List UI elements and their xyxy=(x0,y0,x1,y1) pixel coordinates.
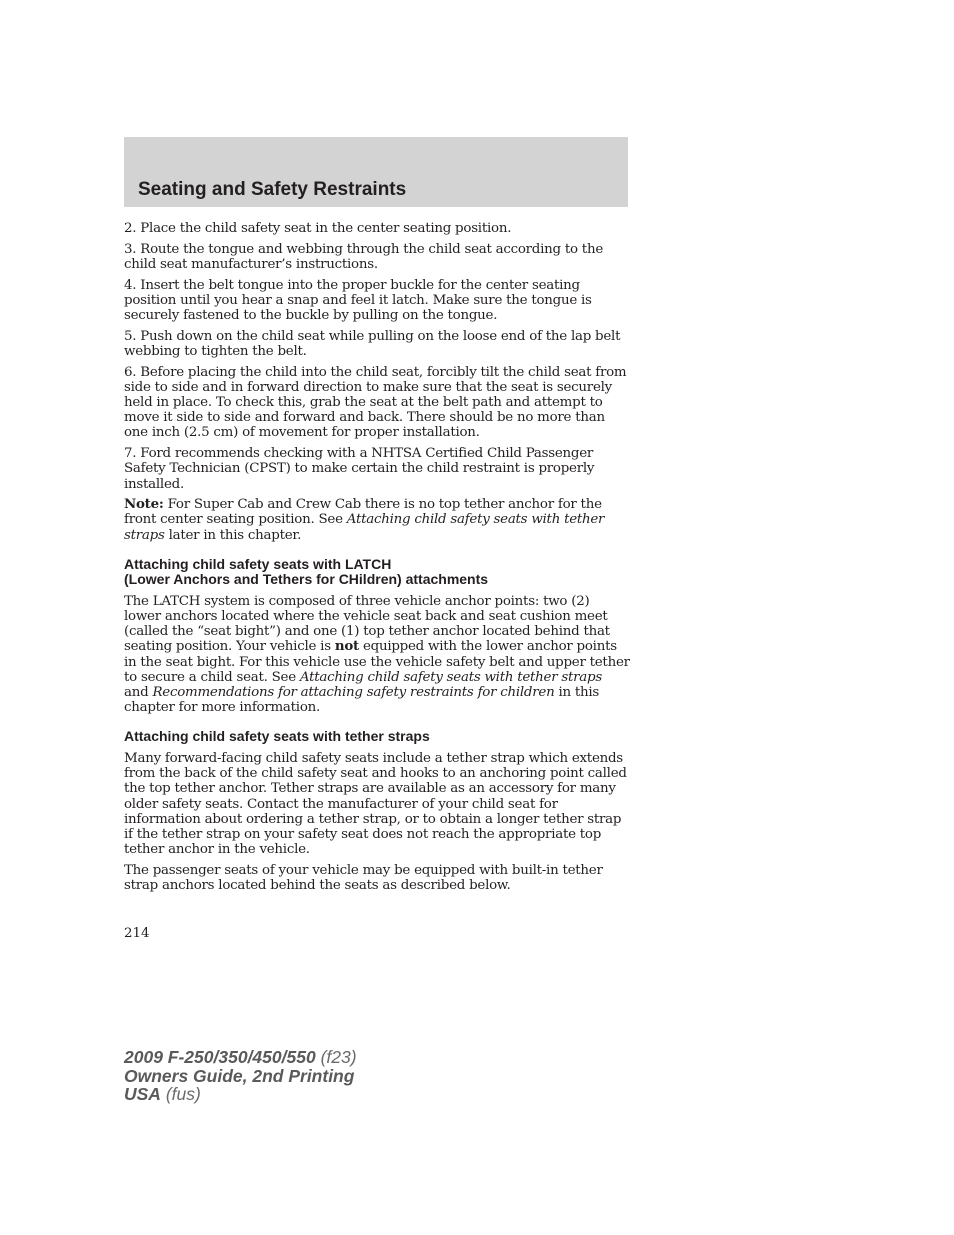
latch-tail: in this chapter for more information. xyxy=(124,685,600,716)
latch-cross-reference-1: Attaching child safety seats with tether straps xyxy=(299,669,602,685)
step-2: 2. Place the child safety seat in the center seating position. xyxy=(124,221,512,236)
note-text: For Super Cab and Crew Cab there is no top tether anchor for the front center seating position. See xyxy=(124,497,602,528)
latch-paragraph xyxy=(124,594,630,716)
step-7: 7. Ford recommends checking with a NHTSA Certified Child Passenger Safety Technician (CPST) to make certain the child restraint is properly installed. xyxy=(124,446,595,492)
page-content xyxy=(124,221,630,899)
latch-bold-not: not xyxy=(334,638,359,655)
footer-market: USA xyxy=(124,1084,161,1104)
footer-line-2: Owners Guide, 2nd Printing xyxy=(124,1065,355,1086)
latch-heading-line1: Attaching child safety seats with LATCH xyxy=(124,555,392,572)
footer-model-code: (f23) xyxy=(315,1047,357,1067)
step-3: 3. Route the tongue and webbing through the child seat according to the child seat manufacturer’s instructions. xyxy=(124,241,603,272)
section-title: Seating and Safety Restraints xyxy=(138,179,407,200)
note-tail: later in this chapter. xyxy=(164,527,302,543)
tether-paragraph-1: Many forward-facing child safety seats include a tether strap which extends from the back of the child safety seat and hooks to an anchoring point called the top tether anchor. Tether straps are available as an accessory for many older safety seats. Contact the manufacturer of your child seat for information about ordering a tether strap, or to obtain a longer tether strap if the tether strap on your safety seat does not reach the appropriate top tether anchor in the vehicle. xyxy=(124,750,627,858)
tether-heading: Attaching child safety seats with tether straps xyxy=(124,728,430,745)
latch-heading-line2: (Lower Anchors and Tethers for CHildren) attachments xyxy=(124,571,489,588)
page-number: 214 xyxy=(124,926,150,941)
latch-and: and xyxy=(124,685,153,701)
note-paragraph xyxy=(124,497,630,543)
latch-cross-reference-2: Recommendations for attaching safety restraints for children xyxy=(152,685,555,701)
note-cross-reference: Attaching child safety seats with tether straps xyxy=(124,512,605,543)
step-4: 4. Insert the belt tongue into the proper buckle for the center seating position until you hear a snap and feel it latch. Make sure the tongue is securely fastened to the buckle by pulling on the tongue. xyxy=(124,277,592,324)
document-footer xyxy=(124,1048,357,1104)
latch-text-1: The LATCH system is composed of three vehicle anchor points: two (2) lower anchors located where the vehicle seat back and seat cushion meet (called the “seat bight”) and one (1) top tether anchor located behind that seating position. Your vehicle is xyxy=(124,593,610,655)
footer-model: 2009 F-250/350/450/550 xyxy=(124,1047,316,1067)
note-label: Note: xyxy=(124,496,164,513)
footer-line-3 xyxy=(124,1085,357,1104)
tether-paragraph-2: The passenger seats of your vehicle may be equipped with built-in tether strap anchors located behind the seats as described below. xyxy=(124,862,603,894)
latch-heading xyxy=(124,557,630,588)
footer-line-1 xyxy=(124,1048,357,1067)
latch-text-2: equipped with the lower anchor points in the seat bight. For this vehicle use the vehicle safety belt and upper tether to secure a child seat. See xyxy=(124,639,630,685)
step-6: 6. Before placing the child into the child seat, forcibly tilt the child seat from side to side and in forward direction to make sure that the seat is securely held in place. To check this, grab the seat at the belt path and attempt to move it side to side and forward and back. There should be no more than one inch (2.5 cm) of movement for proper installation. xyxy=(124,364,627,441)
section-header-band xyxy=(124,137,628,207)
step-5: 5. Push down on the child seat while pulling on the loose end of the lap belt webbing to tighten the belt. xyxy=(124,328,621,359)
footer-market-code: (fus) xyxy=(160,1084,201,1104)
